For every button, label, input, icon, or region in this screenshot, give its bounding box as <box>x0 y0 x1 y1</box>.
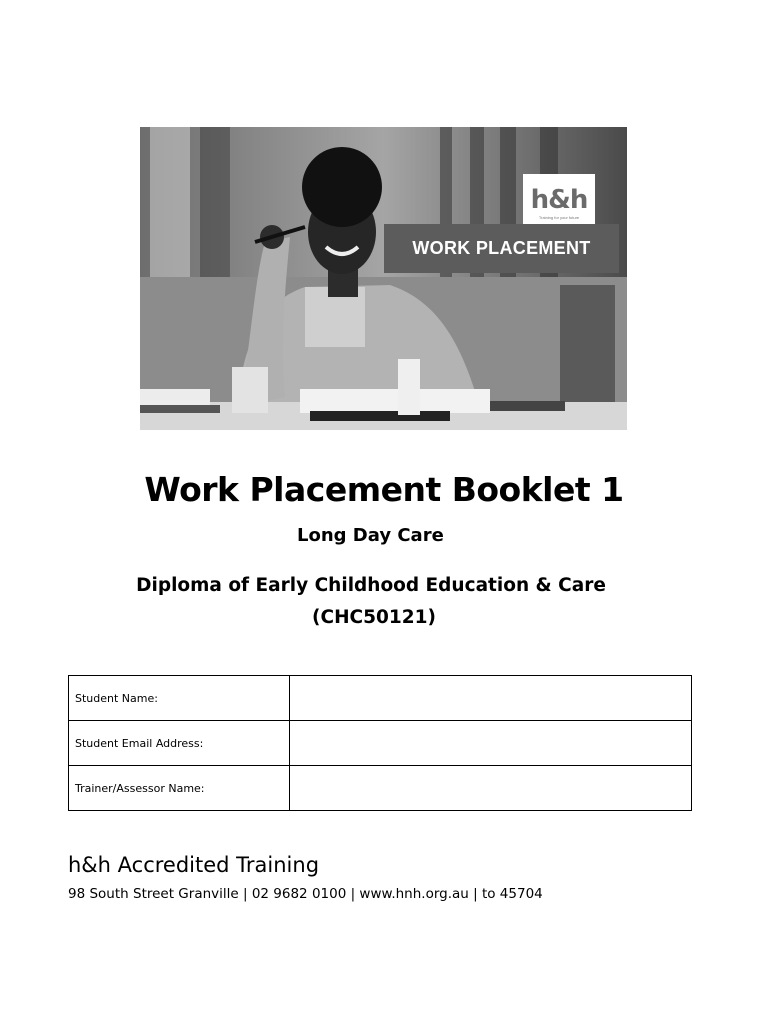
student-email-label: Student Email Address: <box>69 721 290 766</box>
course-name: Diploma of Early Childhood Education & Care <box>136 575 606 596</box>
page-subtitle: Long Day Care <box>297 525 444 546</box>
student-name-field[interactable] <box>290 676 692 721</box>
table-row <box>69 766 692 811</box>
table-row <box>69 721 692 766</box>
student-name-label: Student Name: <box>69 676 290 721</box>
cover-photo <box>140 127 627 430</box>
work-placement-banner: WORK PLACEMENT <box>384 224 619 273</box>
logo-tagline: Training for your future <box>538 214 580 220</box>
organisation-contact: 98 South Street Granville | 02 9682 0100 | www.hnh.org.au | to 45704 <box>68 886 543 902</box>
trainer-name-label: Trainer/Assessor Name: <box>69 766 290 811</box>
student-email-field[interactable] <box>290 721 692 766</box>
course-code: (CHC50121) <box>312 607 436 628</box>
trainer-name-field[interactable] <box>290 766 692 811</box>
page-title: Work Placement Booklet 1 <box>144 470 624 509</box>
logo-mark: h&h <box>530 184 588 215</box>
student-details-table <box>68 675 692 811</box>
table-row <box>69 676 692 721</box>
student-photo-illustration <box>140 127 627 430</box>
organisation-name: h&h Accredited Training <box>68 853 320 877</box>
